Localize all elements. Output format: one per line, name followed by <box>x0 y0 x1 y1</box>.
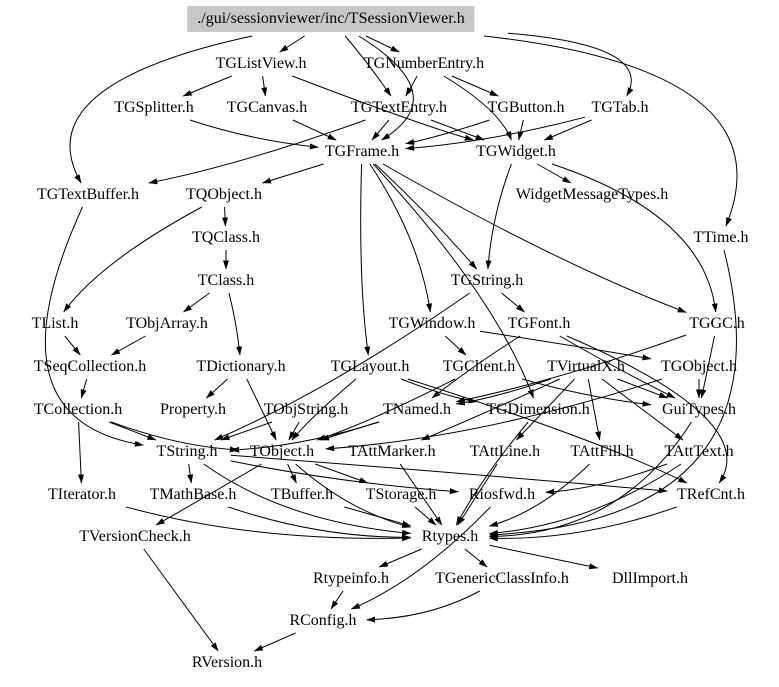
node-RVersion[interactable]: RVersion.h <box>191 654 263 671</box>
edge-TSeqCollection-TCollection <box>81 379 86 398</box>
node-DllImport[interactable]: DllImport.h <box>612 570 688 587</box>
edge-TGListView-TGCanvas <box>263 76 266 96</box>
edge-TGListView-TGSplitter <box>183 76 232 96</box>
node-TGListView[interactable]: TGListView.h <box>215 55 307 72</box>
edge-Rtypes-DllImport <box>489 545 597 568</box>
node-TVersionCheck[interactable]: TVersionCheck.h <box>79 528 191 545</box>
edge-TCollection-TString <box>109 422 156 440</box>
edge-TGButton-TGWidget <box>519 120 524 140</box>
edge-TCollection-TIterator <box>79 422 82 483</box>
edge-TQObject-TQClass <box>225 207 226 226</box>
node-TAttLine[interactable]: TAttLine.h <box>469 443 541 460</box>
edge-TDictionary-Property <box>206 379 227 398</box>
node-TGTextEntry[interactable]: TGTextEntry.h <box>350 99 448 116</box>
node-TCollection[interactable]: TCollection.h <box>33 401 123 418</box>
node-TGButton[interactable]: TGButton.h <box>487 99 565 116</box>
edge-Rtypeinfo-RConfig <box>331 591 343 609</box>
node-GuiTypes[interactable]: GuiTypes.h <box>662 401 736 418</box>
edge-TGWidget-TGString <box>488 164 512 269</box>
node-TDictionary[interactable]: TDictionary.h <box>196 358 286 375</box>
edge-TBuffer-Rtypes <box>344 507 410 526</box>
node-TClass[interactable]: TClass.h <box>197 272 255 289</box>
edge-GuiTypes-Rtypes <box>489 422 691 537</box>
edge-TVirtualX-TAttFill <box>588 379 599 440</box>
edge-TGString-TGFont <box>502 293 525 312</box>
node-WidgetMessageTypes[interactable]: WidgetMessageTypes.h <box>515 186 669 203</box>
node-TAttFill[interactable]: TAttFill.h <box>570 443 634 460</box>
node-TRefCnt[interactable]: TRefCnt.h <box>677 486 745 503</box>
node-TGSplitter[interactable]: TGSplitter.h <box>114 99 194 116</box>
node-TGenericClassInfo[interactable]: TGenericClassInfo.h <box>435 570 569 587</box>
edge-TGLayout-TGDimension <box>401 379 477 402</box>
node-TQObject[interactable]: TQObject.h <box>186 186 262 203</box>
node-TMathBase[interactable]: TMathBase.h <box>149 486 237 503</box>
edge-TRefCnt-Rtypes <box>489 507 676 538</box>
node-TGFont[interactable]: TGFont.h <box>507 315 571 332</box>
edge-TGWidget-WidgetMessageTypes <box>537 164 571 183</box>
edge-TList-TSeqCollection <box>65 336 80 355</box>
node-TAttMarker[interactable]: TAttMarker.h <box>348 443 436 460</box>
edge-TGFrame-TGWindow <box>370 164 430 312</box>
node-TString[interactable]: TString.h <box>156 443 218 460</box>
edge-Rtypes-Rtypeinfo <box>379 549 421 567</box>
node-TGString[interactable]: TGString.h <box>450 272 524 289</box>
edge-TGFrame-TQObject <box>263 164 324 183</box>
edge-TObjArray-TSeqCollection <box>112 336 146 355</box>
node-TObjArray[interactable]: TObjArray.h <box>126 315 208 332</box>
node-TGCanvas[interactable]: TGCanvas.h <box>226 99 308 116</box>
edge-TQObject-TList <box>64 207 202 312</box>
edge-TString-TMathBase <box>189 464 192 483</box>
node-TList[interactable]: TList.h <box>31 315 79 332</box>
node-Rtypes[interactable]: Rtypes.h <box>421 528 479 545</box>
edge-TGLayout-TRefCnt <box>408 379 687 483</box>
node-Property[interactable]: Property.h <box>159 401 227 418</box>
edge-TGFrame-TGLayout <box>361 164 369 355</box>
edge-root-TGTab <box>508 33 631 96</box>
edge-RConfig-RVersion <box>254 633 295 651</box>
edge-TObject-TBuffer <box>288 464 297 483</box>
node-TGObject[interactable]: TGObject.h <box>661 358 737 375</box>
node-TAttText[interactable]: TAttText.h <box>664 443 734 460</box>
node-TIterator[interactable]: TIterator.h <box>48 486 116 503</box>
node-TStorage[interactable]: TStorage.h <box>365 486 437 503</box>
node-TTime[interactable]: TTime.h <box>693 229 749 246</box>
node-TGTab[interactable]: TGTab.h <box>591 99 649 116</box>
node-Riosfwd[interactable]: Riosfwd.h <box>468 486 536 503</box>
node-TGLayout[interactable]: TGLayout.h <box>330 358 410 375</box>
node-TGClient[interactable]: TGClient.h <box>442 358 516 375</box>
edge-root-TGFrame <box>359 36 414 140</box>
node-TGDimension[interactable]: TGDimension.h <box>486 401 590 418</box>
node-Rtypeinfo[interactable]: Rtypeinfo.h <box>313 570 389 587</box>
edge-TMathBase-Rtypes <box>228 507 410 537</box>
edge-TStorage-Rtypes <box>415 507 436 525</box>
node-TGWindow[interactable]: TGWindow.h <box>388 315 476 332</box>
edge-TClass-TObjArray <box>184 293 210 312</box>
node-TGTextBuffer[interactable]: TGTextBuffer.h <box>36 186 140 203</box>
edge-TGFrame-TGString <box>375 164 477 269</box>
node-TSeqCollection[interactable]: TSeqCollection.h <box>33 358 147 375</box>
node-RConfig[interactable]: RConfig.h <box>289 612 357 629</box>
edge-TGCanvas-TGFrame <box>293 120 336 140</box>
edge-TGenericClassInfo-RConfig <box>367 591 480 620</box>
edge-TGDimension-Rtypes <box>456 422 528 525</box>
node-TGWidget[interactable]: TGWidget.h <box>476 143 556 160</box>
node-TQClass[interactable]: TQClass.h <box>192 229 260 246</box>
edge-TAttText-Riosfwd <box>546 464 667 492</box>
edge-TVersionCheck-RVersion <box>144 549 218 651</box>
node-TVirtualX[interactable]: TVirtualX.h <box>547 358 625 375</box>
node-TObject[interactable]: TObject.h <box>249 443 315 460</box>
node-TNamed[interactable]: TNamed.h <box>383 401 451 418</box>
edge-Rtypes-TGenericClassInfo <box>465 549 487 567</box>
edge-root-TGListView <box>280 36 305 52</box>
edge-TClass-TDictionary <box>229 293 240 355</box>
edge-TObjString-TString <box>221 422 272 440</box>
edge-TGTextEntry-TGWidget <box>431 120 484 140</box>
node-TGGC[interactable]: TGGC.h <box>689 315 745 332</box>
node-TBuffer[interactable]: TBuffer.h <box>270 486 334 503</box>
node-TGFrame[interactable]: TGFrame.h <box>324 143 400 160</box>
edge-TGWindow-TGClient <box>445 336 466 355</box>
edge-TGTab-TGWidget <box>544 120 591 140</box>
root-node: ./gui/sessionviewer/inc/TSessionViewer.h <box>187 6 474 32</box>
edge-TObject-TStorage <box>315 464 368 483</box>
node-TObjString[interactable]: TObjString.h <box>263 401 349 418</box>
node-TGNumberEntry[interactable]: TGNumberEntry.h <box>363 55 485 72</box>
edge-Riosfwd-RConfig <box>351 507 490 609</box>
